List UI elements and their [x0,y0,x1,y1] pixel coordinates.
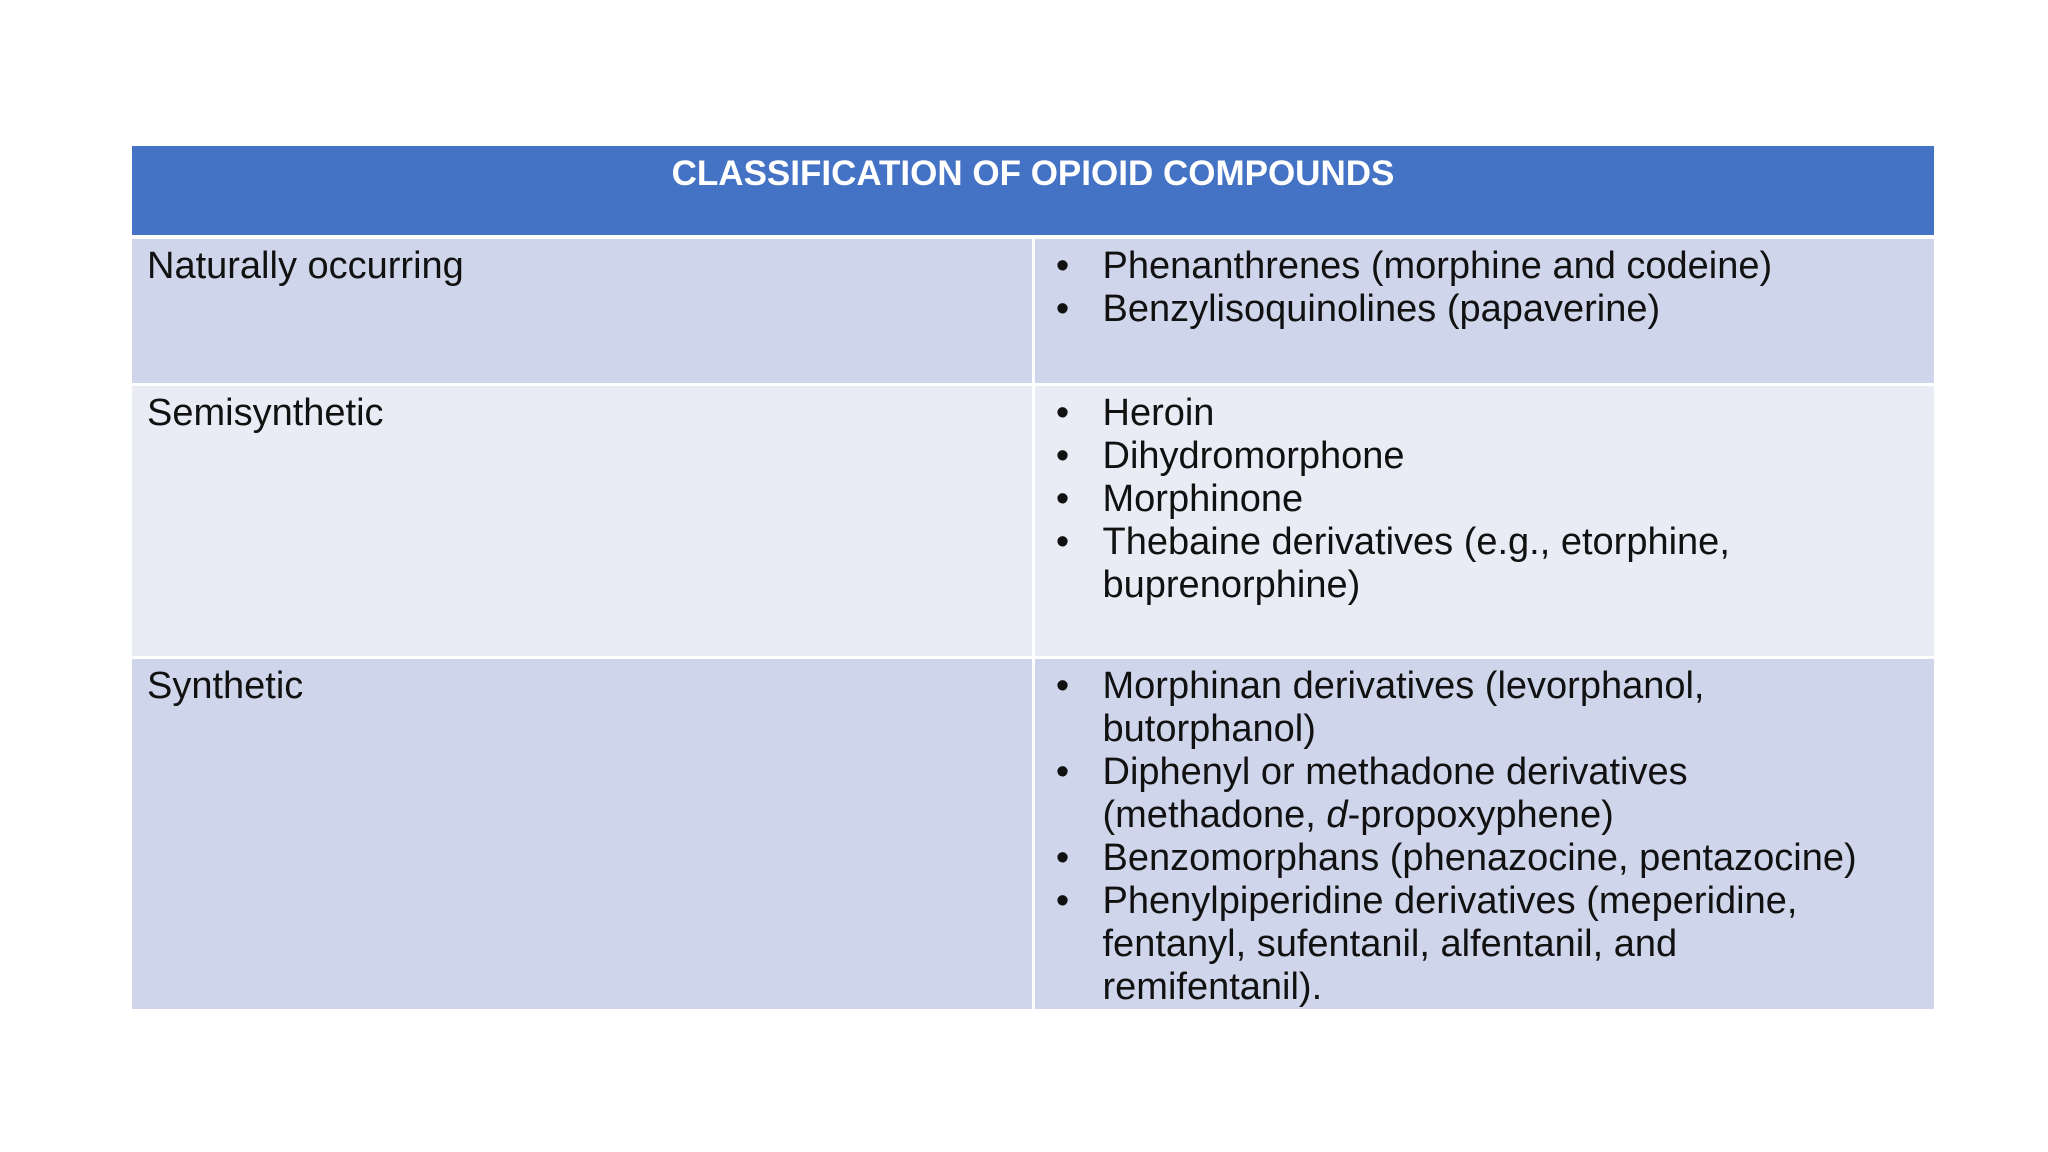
compound-list [1035,239,1935,331]
list-item-text: Phenanthrenes (morphine and codeine) [1102,245,1773,287]
bullet-icon: • [1055,478,1070,520]
bullet-icon: • [1055,837,1070,879]
bullet-icon: • [1055,435,1070,477]
category-cell [132,237,1033,385]
category-cell [132,385,1033,658]
compound-list [1035,386,1935,607]
list-item-text: Benzylisoquinolines (papaverine) [1102,288,1661,330]
list-item [1053,880,1895,1009]
list-item-text: Dihydromorphone [1102,435,1405,477]
bullet-icon: • [1055,245,1070,287]
list-item-text: Morphinan derivatives (levorphanol, butorphanol) [1102,665,1705,750]
table-row [132,385,1934,658]
list-item-text-part: Diphenyl or methadone derivatives (methadone, [1102,751,1688,836]
category-cell [132,658,1033,1010]
compound-list [1035,659,1935,1009]
list-item-text-italic: d [1326,794,1348,836]
category-label: Synthetic [147,665,304,707]
table-header-cell [132,146,1934,237]
list-item-text: Morphinone [1102,478,1304,520]
list-item [1053,478,1895,521]
list-item [1053,245,1895,288]
bullet-icon: • [1055,665,1070,707]
items-cell [1033,658,1934,1010]
table-row [132,237,1934,385]
list-item-text: Heroin [1102,392,1215,434]
category-label: Semisynthetic [147,392,384,434]
table-header-row [132,146,1934,237]
list-item [1053,751,1895,837]
list-item-text: Thebaine derivatives (e.g., etorphine, buprenorphine) [1102,521,1730,606]
opioid-classification-table [132,146,1934,1009]
items-cell [1033,385,1934,658]
category-label: Naturally occurring [147,245,464,287]
list-item [1053,288,1895,331]
table-row [132,658,1934,1010]
list-item-text: Phenylpiperidine derivatives (meperidine, fentanyl, sufentanil, alfentanil, and remifentanil). [1102,880,1798,1008]
bullet-icon: • [1055,392,1070,434]
list-item [1053,392,1895,435]
bullet-icon: • [1055,521,1070,563]
list-item [1053,521,1895,607]
table-title: CLASSIFICATION OF OPIOID COMPOUNDS [671,154,1395,193]
bullet-icon: • [1055,751,1070,793]
list-item-text: Benzomorphans (phenazocine, pentazocine) [1102,837,1857,879]
list-item [1053,435,1895,478]
bullet-icon: • [1055,880,1070,922]
list-item-text-part: -propoxyphene) [1347,794,1614,836]
items-cell [1033,237,1934,385]
bullet-icon: • [1055,288,1070,330]
list-item [1053,837,1895,880]
list-item [1053,665,1895,751]
